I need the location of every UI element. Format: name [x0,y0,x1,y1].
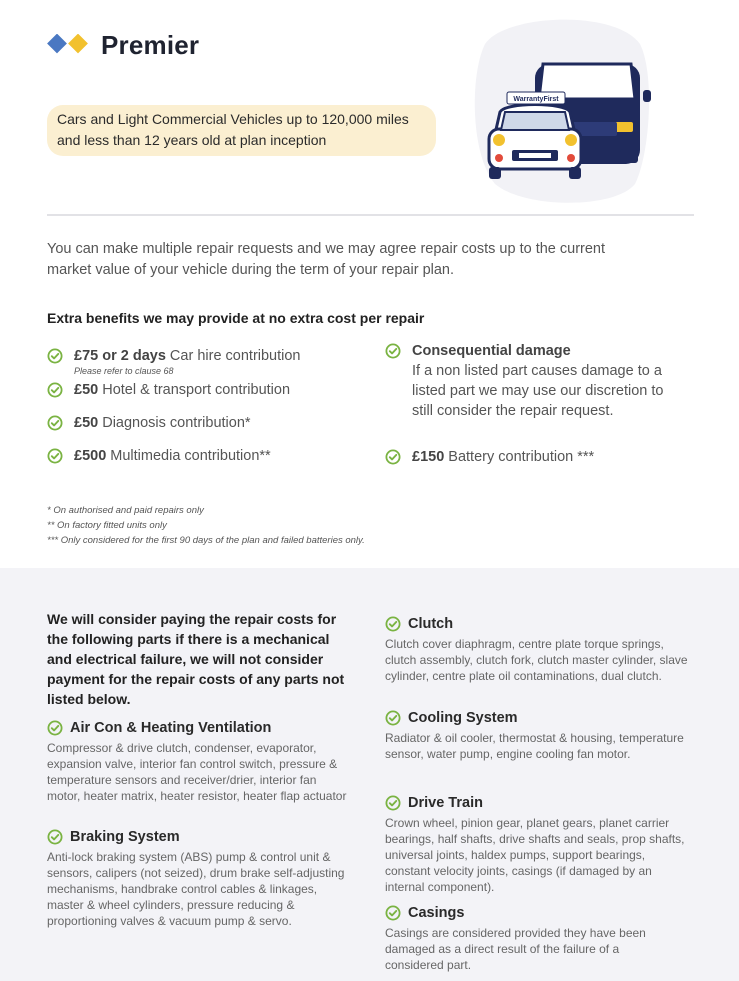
benefit-text: Hotel & transport contribution [98,382,291,398]
footnotes [47,503,365,548]
part-title: Cooling System [408,710,518,726]
check-icon [385,343,401,359]
benefit-text: Car hire contribution [165,348,301,364]
benefit-amount: £50 [74,415,99,431]
footnote: * On authorised and paid repairs only [47,505,204,516]
covered-parts-intro: We will consider paying the repair costs for the following parts if there is a mechanical and electrical failure, we will not consider payment for the repair costs of any parts not listed below. [47,611,345,707]
benefit-amount: Consequential damage [412,343,571,359]
check-icon [385,905,401,921]
part-title: Braking System [70,829,180,845]
part-title: Air Con & Heating Ventilation [70,720,272,736]
section-divider [47,214,694,216]
part-title: Drive Train [408,795,483,811]
check-icon [385,795,401,811]
benefit-hotel [47,380,290,400]
check-icon [47,382,63,398]
part-description: Clutch cover diaphragm, centre plate torque springs, clutch assembly, clutch fork, clutch master cylinder, slave cylinder, centre plate oil contaminations, dual clutch. [385,637,688,683]
benefit-battery [385,447,594,467]
benefit-consequential-damage [385,341,670,421]
benefit-diagnosis [47,413,251,433]
check-icon [47,348,63,364]
check-icon [47,448,63,464]
part-description: Casings are considered provided they have been damaged as a direct result of the failure of a considered part. [385,926,646,972]
part-air-con [47,718,352,804]
part-description: Radiator & oil cooler, thermostat & housing, temperature sensor, water pump, engine cooling fan motor. [385,731,684,761]
benefit-text: If a non listed part causes damage to a listed part we may use our discretion to still consider the repair request. [412,363,664,419]
part-title: Casings [408,905,465,921]
intro-text: You can make multiple repair requests and we may agree repair costs up to the current market value of your vehicle during the term of your repair plan. [47,241,606,278]
eligibility-badge: Cars and Light Commercial Vehicles up to 120,000 miles and less than 12 years old at plan inception [47,105,436,156]
brand-name: Premier [101,30,200,60]
benefit-text: Diagnosis contribution* [98,415,251,431]
part-braking-system [47,827,352,929]
sticker-label: WarrantyFirst [513,96,559,103]
check-icon [385,710,401,726]
benefit-amount: £75 or 2 days [74,348,166,364]
diamond-logo-icon [47,34,93,58]
benefits-title: Extra benefits we may provide at no extra cost per repair [47,310,425,326]
footnote: *** Only considered for the first 90 days of the plan and failed batteries only. [47,535,365,546]
benefit-text: Multimedia contribution** [106,448,271,464]
vehicles-illustration [465,14,655,209]
part-drive-train [385,793,690,895]
part-description: Crown wheel, pinion gear, planet gears, planet carrier bearings, half shafts, drive shafts and seals, prop shafts, universal joints, haldex pumps, support bearings, constant velocity joints, casings (if damaged by an internal component). [385,816,685,894]
benefit-amount: £50 [74,382,99,398]
check-icon [385,449,401,465]
check-icon [47,829,63,845]
part-casings [385,903,675,973]
benefit-multimedia [47,446,271,466]
part-description: Anti-lock braking system (ABS) pump & control unit & sensors, calipers (not seized), drum brake self-adjusting mechanisms, handbrake control cables & linkages, master & wheel cylinders, pressure reducing & proportioning valves & vacuum pump & servo. [47,850,345,928]
part-title: Clutch [408,616,454,632]
benefit-amount: £150 [412,449,445,465]
check-icon [47,415,63,431]
benefit-note: Please refer to clause 68 [74,366,174,376]
part-cooling-system [385,708,690,762]
check-icon [47,720,63,736]
brand-logo [47,30,199,61]
benefit-car-hire [47,346,301,376]
benefit-text: Battery contribution *** [444,449,595,465]
footnote: ** On factory fitted units only [47,520,167,531]
part-clutch [385,614,690,684]
check-icon [385,616,401,632]
part-description: Compressor & drive clutch, condenser, evaporator, expansion valve, interior fan control switch, pressure & temperature sensors and receiver/drier, interior fan motor, heater matrix, heater resistor, heater flap actuator [47,741,347,803]
benefit-amount: £500 [74,448,107,464]
